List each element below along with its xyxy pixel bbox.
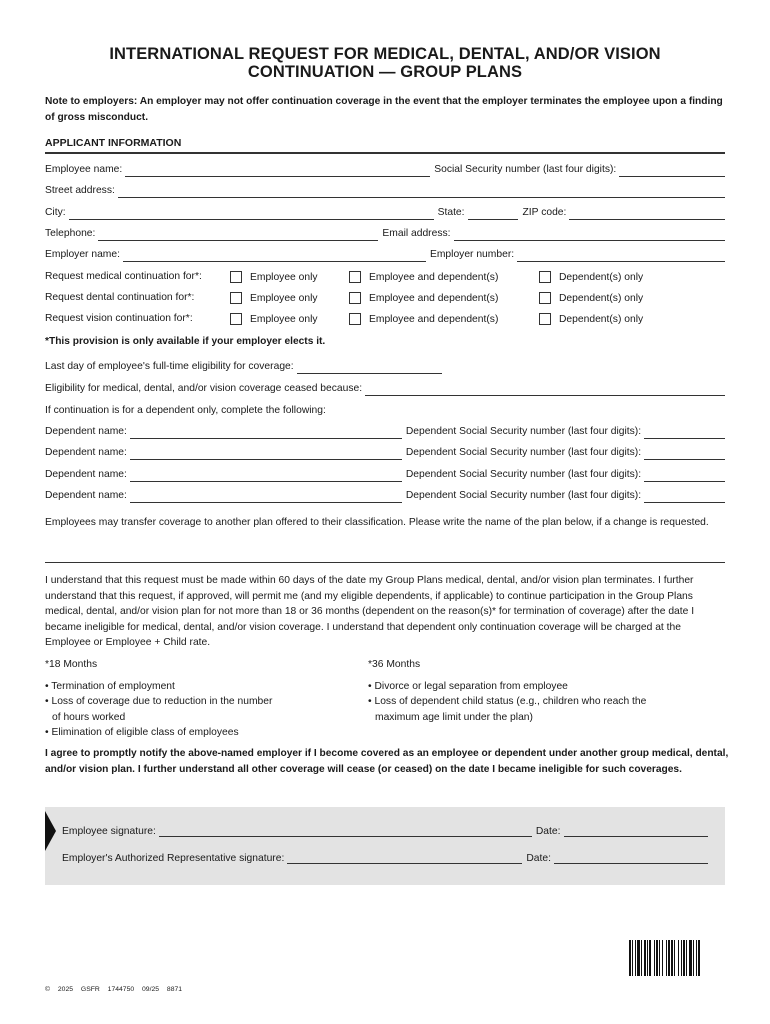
ssn-label: Social Security number (last four digits): <box>434 164 617 175</box>
employer-signature-row <box>62 848 708 864</box>
months-18-item: of hours worked <box>52 711 126 723</box>
checkbox[interactable] <box>230 313 242 325</box>
dependent-intro: If continuation is for a dependent only, complete the following: <box>45 405 326 416</box>
months-18-heading: *18 Months <box>45 659 98 670</box>
provision-note: *This provision is only available if your employer elects it. <box>45 336 326 347</box>
vision-employee-and-dependents[interactable] <box>349 313 498 325</box>
dependent-name-field[interactable] <box>130 448 402 460</box>
employer-signature-field[interactable] <box>287 852 522 864</box>
dependent-ssn-field[interactable] <box>644 470 725 482</box>
last-day-field[interactable] <box>297 362 442 374</box>
months-18-item: • Loss of coverage due to reduction in the number <box>45 696 273 707</box>
city-label: City: <box>45 207 66 218</box>
option-label: Employee only <box>250 292 318 304</box>
dependent-ssn-field[interactable] <box>644 427 725 439</box>
checkbox[interactable] <box>230 292 242 304</box>
street-field[interactable] <box>118 186 725 198</box>
row-street <box>45 182 725 198</box>
option-label: Employee and dependent(s) <box>369 292 499 304</box>
checkbox[interactable] <box>539 292 551 304</box>
checkbox[interactable] <box>539 271 551 283</box>
zip-label: ZIP code: <box>522 207 567 218</box>
dependent-ssn-label: Dependent Social Security number (last four digits): <box>405 447 642 458</box>
signature-arrow-icon <box>45 811 56 851</box>
employer-date-field[interactable] <box>554 852 708 864</box>
row-telephone <box>45 225 725 241</box>
email-field[interactable] <box>454 229 726 241</box>
plan-name-field[interactable] <box>45 562 725 563</box>
employer-signature-label: Employer's Authorized Representative signature: <box>62 853 285 864</box>
employer-number-label: Employer number: <box>429 249 515 260</box>
applicant-heading: APPLICANT INFORMATION <box>45 137 182 149</box>
row-dependent-3 <box>45 466 725 482</box>
employer-name-label: Employer name: <box>45 249 120 260</box>
months-18-item: • Elimination of eligible class of employees <box>45 727 239 738</box>
dependent-name-field[interactable] <box>130 491 402 503</box>
vision-continuation-label: Request vision continuation for*: <box>45 313 193 324</box>
title-line-1: INTERNATIONAL REQUEST FOR MEDICAL, DENTAL, AND/OR VISION <box>109 45 661 63</box>
dependent-ssn-label: Dependent Social Security number (last four digits): <box>405 490 642 501</box>
medical-employee-only[interactable] <box>230 271 318 283</box>
option-label: Employee only <box>250 271 318 283</box>
form-title <box>0 45 770 81</box>
street-label: Street address: <box>45 185 115 196</box>
option-label: Dependent(s) only <box>559 271 644 283</box>
dental-employee-only[interactable] <box>230 292 318 304</box>
dependent-name-label: Dependent name: <box>45 469 127 480</box>
signature-box <box>45 807 725 885</box>
employee-signature-field[interactable] <box>159 825 532 837</box>
months-18-item: • Termination of employment <box>45 680 175 692</box>
option-label: Employee and dependent(s) <box>369 271 499 283</box>
dependent-name-field[interactable] <box>130 470 402 482</box>
checkbox[interactable] <box>349 313 361 325</box>
medical-employee-and-dependents[interactable] <box>349 271 498 283</box>
vision-dependents-only[interactable] <box>539 313 643 325</box>
dependent-ssn-label: Dependent Social Security number (last four digits): <box>405 469 642 480</box>
checkbox[interactable] <box>349 292 361 304</box>
medical-dependents-only[interactable] <box>539 271 643 283</box>
option-label: Dependent(s) only <box>559 292 644 304</box>
barcode-icon <box>629 940 721 976</box>
dependent-ssn-field[interactable] <box>644 491 725 503</box>
footer-code: © 2025 GSFR 1744750 09/25 8871 <box>45 986 183 993</box>
months-18-column <box>45 657 345 741</box>
date-label: Date: <box>535 826 561 837</box>
telephone-label: Telephone: <box>45 228 96 239</box>
months-36-item: • Divorce or legal separation from employee <box>368 680 568 692</box>
last-day-label: Last day of employee's full-time eligibility for coverage: <box>45 361 294 372</box>
understand-text: I understand that this request must be made within 60 days of the date my Group Plans medical, dental, and/or vision plan terminates. I further understand that this request, if approved, will permit me (and my eligible dependents, if applicable) to continue participation in the Group Plans medical, dental, and/or vision plan for not more than 18 or 36 months (dependent on the reason(s)* for termination of coverage) after the date I became ineligible for medical, dental, and/or vision coverage. I understand that dependent only continuation coverage will be charged at the Employee or Employee + Child rate. <box>45 575 695 648</box>
dependent-name-label: Dependent name: <box>45 426 127 437</box>
option-label: Employee only <box>250 313 318 325</box>
months-36-column <box>368 657 723 725</box>
transfer-text: Employees may transfer coverage to another plan offered to their classification. Please write the name of the plan below, if a change is requested. <box>45 517 709 528</box>
row-city <box>45 204 725 220</box>
dental-dependents-only[interactable] <box>539 292 643 304</box>
medical-continuation-label: Request medical continuation for*: <box>45 271 202 282</box>
months-36-item: maximum age limit under the plan) <box>375 711 533 723</box>
vision-employee-only[interactable] <box>230 313 318 325</box>
months-36-heading: *36 Months <box>368 659 421 670</box>
row-employee-name <box>45 161 725 177</box>
row-last-day <box>45 358 725 374</box>
state-field[interactable] <box>468 208 518 220</box>
dependent-name-field[interactable] <box>130 427 402 439</box>
dependent-ssn-label: Dependent Social Security number (last four digits): <box>405 426 642 437</box>
employer-number-field[interactable] <box>517 250 725 262</box>
checkbox[interactable] <box>349 271 361 283</box>
agree-text: I agree to promptly notify the above-named employer if I become covered as an employee or dependent under another group medical, dental, and/or vision plan. I further understand all other coverage will cease (or ceased) on the date I became ineligible for such coverages. <box>45 748 729 775</box>
ceased-field[interactable] <box>365 384 725 396</box>
row-dependent-intro <box>45 402 725 418</box>
dependent-ssn-field[interactable] <box>644 448 725 460</box>
zip-field[interactable] <box>569 208 725 220</box>
dental-continuation-label: Request dental continuation for*: <box>45 292 195 303</box>
employee-signature-label: Employee signature: <box>62 826 156 837</box>
barcode-bar <box>700 940 702 976</box>
employee-signature-row <box>62 821 708 837</box>
row-dependent-2 <box>45 444 725 460</box>
months-36-item: • Loss of dependent child status (e.g., children who reach the <box>368 696 647 707</box>
row-employer <box>45 246 725 262</box>
option-label: Dependent(s) only <box>559 313 644 325</box>
employer-name-field[interactable] <box>123 250 426 262</box>
date-label: Date: <box>526 853 551 864</box>
section-divider <box>45 152 725 154</box>
email-label: Email address: <box>382 228 451 239</box>
dependent-name-label: Dependent name: <box>45 490 127 501</box>
checkbox[interactable] <box>230 271 242 283</box>
telephone-field[interactable] <box>98 229 378 241</box>
employee-date-field[interactable] <box>564 825 709 837</box>
state-label: State: <box>437 207 465 218</box>
employer-note: Note to employers: An employer may not offer continuation coverage in the event that the employer terminates the employee upon a finding of gross misconduct. <box>45 96 723 123</box>
dental-employee-and-dependents[interactable] <box>349 292 498 304</box>
ceased-label: Eligibility for medical, dental, and/or vision coverage ceased because: <box>45 383 363 394</box>
row-dependent-4 <box>45 487 725 503</box>
row-dependent-1 <box>45 423 725 439</box>
option-label: Employee and dependent(s) <box>369 313 499 325</box>
ssn-field[interactable] <box>619 165 725 177</box>
checkbox[interactable] <box>539 313 551 325</box>
title-line-2: CONTINUATION — GROUP PLANS <box>247 63 523 81</box>
city-field[interactable] <box>69 208 434 220</box>
employee-name-label: Employee name: <box>45 164 123 175</box>
dependent-name-label: Dependent name: <box>45 447 127 458</box>
row-ceased <box>45 380 725 396</box>
employee-name-field[interactable] <box>125 165 430 177</box>
